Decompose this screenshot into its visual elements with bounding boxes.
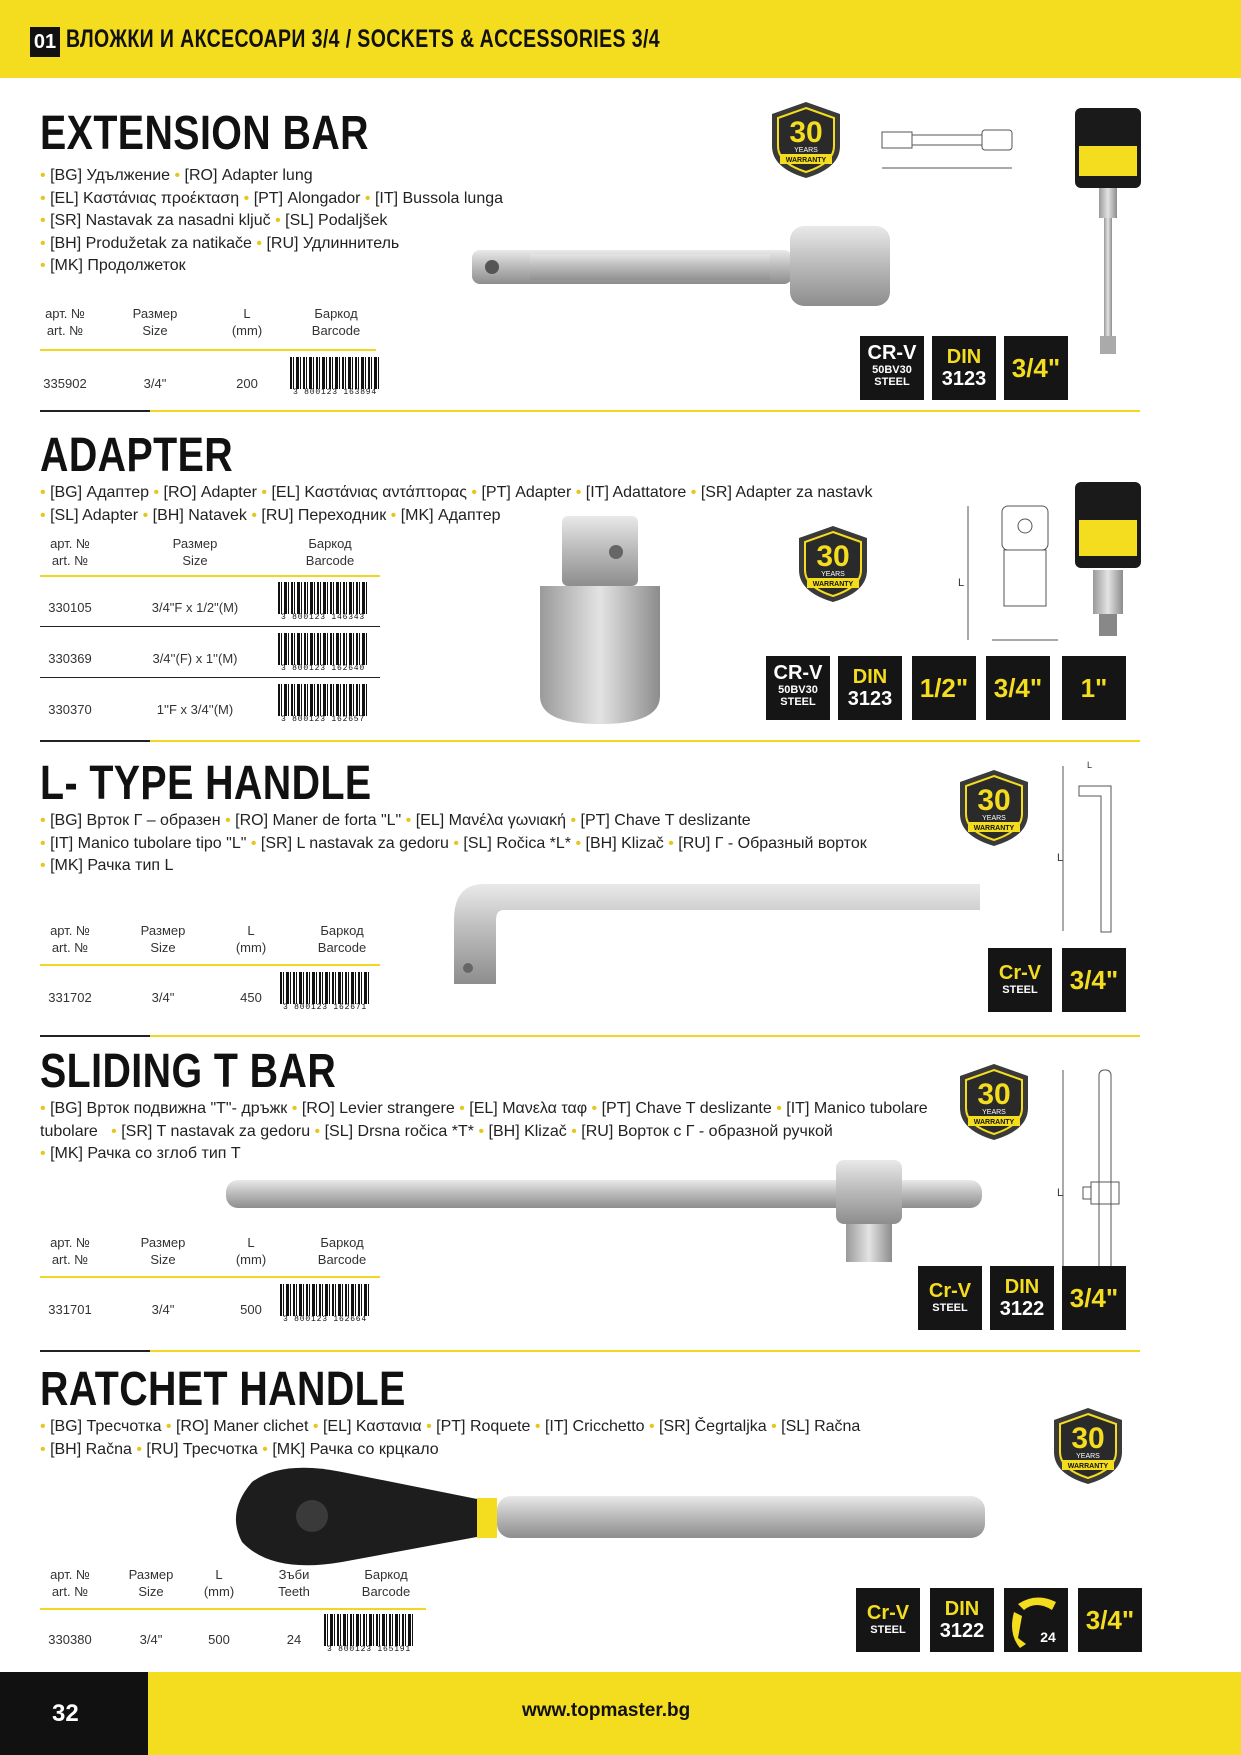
svg-text:24: 24 <box>1040 1629 1056 1645</box>
barcode: 3 800123 163894 <box>288 357 382 397</box>
barcode: 3 800123 146343 <box>276 582 370 622</box>
table-cell: 331701 <box>48 1302 92 1317</box>
din-badge: DIN 3123 <box>932 336 996 400</box>
chapter-title: ВЛОЖКИ И АКСЕСОАРИ 3/4 / SOCKETS & ACCESSORIES 3/4 <box>66 25 660 53</box>
l-handle-photo <box>444 874 984 994</box>
svg-text:30: 30 <box>816 540 850 573</box>
barcode: 3 800123 162640 <box>276 633 370 673</box>
table-cell: 1''F x 3/4''(M) <box>156 702 234 717</box>
table-cell: 450 <box>240 990 262 1005</box>
svg-text:L: L <box>958 577 965 589</box>
svg-text:WARRANTY: WARRANTY <box>973 825 1015 832</box>
size-badge: 3/4" <box>1062 1266 1126 1330</box>
extension-bar-photo <box>470 220 900 320</box>
t-bar-photo <box>224 1156 984 1266</box>
svg-text:YEARS: YEARS <box>794 147 818 154</box>
svg-text:YEARS: YEARS <box>1076 1453 1100 1460</box>
svg-text:L: L <box>1057 852 1064 864</box>
dimension-drawing <box>1055 756 1135 936</box>
spec-table: арт. № art. № Размер Size Баркод Barcode 330105 3/4"F x 1/2"(M) 3 800123 146343 330369 3/4''(F) x 1''(M) 3 800123 162640 330370 1''F x 3/4''(M) 3 800123 162657 <box>40 535 400 735</box>
warranty-badge <box>958 1062 1030 1142</box>
din-badge: DIN 3123 <box>838 656 902 720</box>
svg-text:L: L <box>1087 760 1093 770</box>
table-cell: 3/4"F x 1/2"(M) <box>151 600 239 615</box>
table-cell: 3/4" <box>151 1302 175 1317</box>
table-cell: 3/4" <box>143 376 167 391</box>
section-title: RATCHET HANDLE <box>40 1363 406 1416</box>
dimension-drawing <box>1055 1066 1135 1296</box>
crv-badge: Cr-V STEEL <box>856 1588 920 1652</box>
table-cell: 200 <box>236 376 258 391</box>
table-cell: 24 <box>286 1632 302 1647</box>
svg-text:YEARS: YEARS <box>982 815 1006 822</box>
section-description: • [BG] Вpток подвижна "T"- дръжк • [RO] Levier strangere • [EL] Μανελα ταφ • [PT] Chave T deslizante • [IT] Manico tubolare tubolare • [SR] T nastavak za gedoru • [SL] Drsna ročica *T* • [BH] Klizač • [RU] Ворток с Г - образной ручкой • [MK] Рачка со зглоб тип T <box>40 1100 928 1162</box>
svg-text:30: 30 <box>977 1078 1011 1111</box>
din-badge: DIN 3122 <box>990 1266 1054 1330</box>
size-badge: 3/4" <box>1004 336 1068 400</box>
section-extension-bar <box>0 100 1241 420</box>
section-ratchet-handle <box>0 1362 1241 1662</box>
svg-text:30: 30 <box>977 784 1011 817</box>
dimension-drawing <box>952 500 1062 650</box>
svg-text:L: L <box>1057 1187 1064 1199</box>
table-cell: 3/4''(F) x 1''(M) <box>152 651 238 666</box>
spec-table: арт. № art. № Размер Size L (mm) Баркод Barcode 335902 3/4" 200 3 800123 163894 <box>40 305 380 405</box>
section-adapter <box>0 428 1241 748</box>
warranty-badge <box>797 524 869 604</box>
spec-table: арт. № art. № Размер Size L (mm) Баркод Barcode 331702 3/4" 450 3 800123 162671 <box>40 922 400 1032</box>
svg-text:YEARS: YEARS <box>821 571 845 578</box>
svg-text:30: 30 <box>1071 1422 1105 1455</box>
size-badge: 1/2" <box>912 656 976 720</box>
spec-table: арт. № art. № Размер Size L (mm) Зъби Teeth Баркод Barcode 330380 3/4" 500 24 3 800123 165191 <box>40 1566 440 1666</box>
section-description: • [BG] Тресчотка • [RO] Maner clichet • [EL] Καστανια • [PT] Roquete • [IT] Cricchetto • [SR] Čegrtaljka • [SL] Račna • [BH] Račna • [RU] Тресчотка • [MK] Рачка со крцкало <box>40 1418 861 1458</box>
packaging-photo <box>1073 106 1143 366</box>
table-cell: 330370 <box>48 702 92 717</box>
section-description: • [BG] Вpток Г – образен • [RO] Maner de forta "L" • [EL] Μανέλα γωνιακή • [PT] Chave T deslizante • [IT] Manico tubolare tipo "L" • [SR] L nastavak za gedoru • [SL] Ročica *L* • [BH] Klizač • [RU] Г - Образный ворток • [MK] Рачка тип L <box>40 812 867 874</box>
size-badge: 1" <box>1062 656 1126 720</box>
footer-bar <box>0 1672 1241 1755</box>
svg-text:WARRANTY: WARRANTY <box>1067 1463 1109 1470</box>
section-l-type-handle <box>0 756 1241 1036</box>
svg-text:30: 30 <box>789 116 823 149</box>
table-cell: 331702 <box>48 990 92 1005</box>
warranty-badge <box>1052 1406 1124 1486</box>
crv-badge: Cr-V STEEL <box>988 948 1052 1012</box>
svg-text:WARRANTY: WARRANTY <box>785 157 827 164</box>
website-link[interactable]: www.topmaster.bg <box>522 1700 691 1721</box>
table-cell: 330105 <box>48 600 92 615</box>
spec-table: арт. № art. № Размер Size L (mm) Баркод Barcode 331701 3/4" 500 3 800123 162664 <box>40 1234 400 1344</box>
crv-badge: CR-V 50BV30 STEEL <box>766 656 830 720</box>
section-title: EXTENSION BAR <box>40 107 369 160</box>
size-badge: 3/4" <box>986 656 1050 720</box>
svg-text:YEARS: YEARS <box>982 1109 1006 1116</box>
section-title: L- TYPE HANDLE <box>40 757 372 810</box>
section-title: ADAPTER <box>40 429 234 482</box>
warranty-badge <box>770 100 842 180</box>
table-cell: 500 <box>208 1632 230 1647</box>
table-cell: 330380 <box>48 1632 92 1647</box>
section-title: SLIDING T BAR <box>40 1045 337 1098</box>
barcode: 3 800123 162657 <box>276 684 370 724</box>
table-cell: 335902 <box>43 376 87 391</box>
crv-badge: Cr-V STEEL <box>918 1266 982 1330</box>
svg-text:WARRANTY: WARRANTY <box>973 1119 1015 1126</box>
din-badge: DIN 3122 <box>930 1588 994 1652</box>
packaging-photo <box>1073 480 1143 650</box>
table-cell: 3/4" <box>151 990 175 1005</box>
section-description: • [BG] Адаптер • [RO] Adapter • [EL] Καστάνιας αντάπτορας • [PT] Adapter • [IT] Adattatore • [SR] Adapter za nastavk • [SL] Adapter • [BH] Natavek • [RU] Переходник • [MK] Адаптер <box>40 484 873 524</box>
chapter-number: 01 <box>30 27 60 57</box>
section-description: • [BG] Удължение • [RO] Adapter lung • [EL] Καστάνιας προέκταση • [PT] Alongador • [IT] Bussola lunga • [SR] Nastavak za nasadni ključ • [SL] Podaljšek • [BH] Produžetak za natikače • [RU] Удлиннитель • [MK] Продолжеток <box>40 167 504 274</box>
warranty-badge <box>958 768 1030 848</box>
dimension-drawing <box>878 128 1038 188</box>
teeth-badge <box>1004 1588 1068 1652</box>
ratchet-handle-photo <box>222 1462 988 1572</box>
size-badge: 3/4" <box>1062 948 1126 1012</box>
barcode: 3 800123 165191 <box>322 1614 416 1654</box>
table-cell: 3/4" <box>139 1632 163 1647</box>
section-sliding-t-bar <box>0 1044 1241 1359</box>
barcode: 3 800123 162664 <box>278 1284 372 1324</box>
crv-badge: CR-V 50BV30 STEEL <box>860 336 924 400</box>
header-bar <box>0 0 1241 78</box>
table-cell: 330369 <box>48 651 92 666</box>
page-number: 32 <box>0 1672 148 1755</box>
adapter-photo <box>540 516 660 726</box>
barcode: 3 800123 162671 <box>278 972 372 1012</box>
svg-text:WARRANTY: WARRANTY <box>812 581 854 588</box>
size-badge: 3/4" <box>1078 1588 1142 1652</box>
table-cell: 500 <box>240 1302 262 1317</box>
